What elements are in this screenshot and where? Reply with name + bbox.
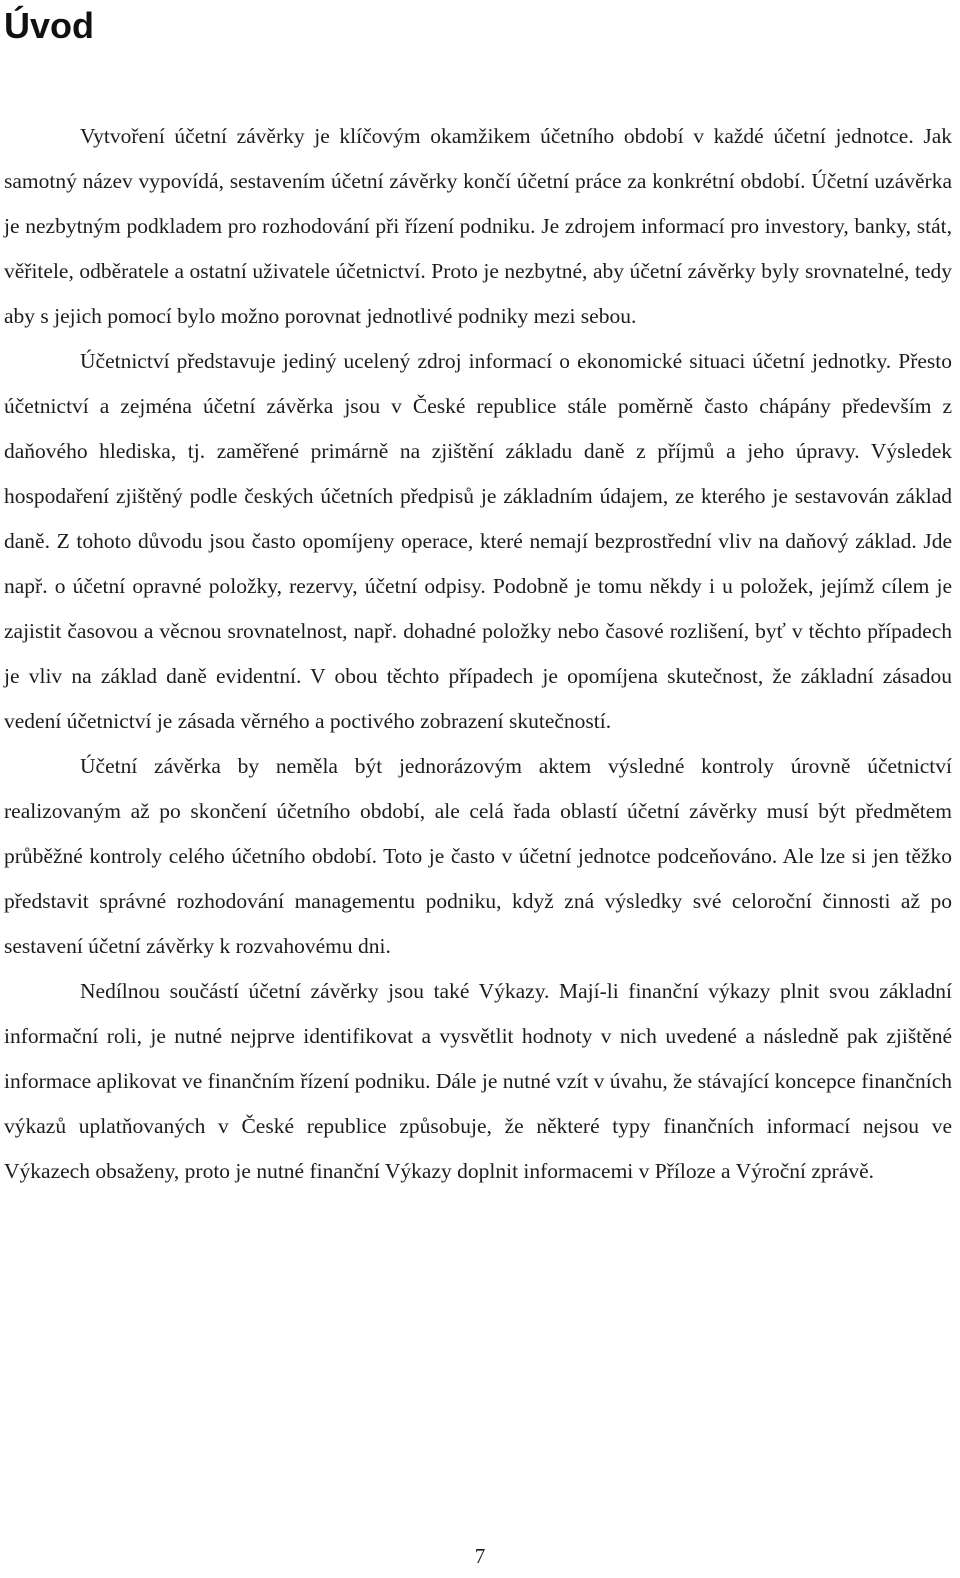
body-text bbox=[4, 114, 952, 1194]
page-number: 7 bbox=[474, 1544, 486, 1568]
paragraph-2: Účetnictví představuje jediný ucelený zdroj informací o ekonomické situaci účetní jednotky. Přesto účetnictví a zejména účetní závěrka jsou v České republice stále poměrně často chápány především z daňového hlediska, tj. zaměřené primárně na zjištění základu daně z příjmů a jeho úpravy. Výsledek hospodaření zjištěný podle českých účetních předpisů je základním údajem, ze kterého je sestavován základ daně. Z tohoto důvodu jsou často opomíjeny operace, které nemají bezprostřední vliv na daňový základ. Jde např. o účetní opravné položky, rezervy, účetní odpisy. Podobně je tomu někdy i u položek, jejímž cílem je zajistit časovou a věcnou srovnatelnost, např. dohadné položky nebo časové rozlišení, byť v těchto případech je vliv na základ daně evidentní. V obou těchto případech je opomíjena skutečnost, že základní zásadou vedení účetnictví je zásada věrného a poctivého zobrazení skutečností. bbox=[4, 349, 952, 733]
paragraph-3: Účetní závěrka by neměla být jednorázovým aktem výsledné kontroly úrovně účetnictví realizovaným až po skončení účetního období, ale celá řada oblastí účetní závěrky musí být předmětem průběžné kontroly celého účetního období. Toto je často v účetní jednotce podceňováno. Ale lze si jen těžko představit správné rozhodování managementu podniku, když zná výsledky své celoroční činnosti až po sestavení účetní závěrky k rozvahovému dni. bbox=[4, 754, 952, 958]
page-heading: Úvod bbox=[4, 5, 94, 46]
paragraph-4: Nedílnou součástí účetní závěrky jsou také Výkazy. Mají-li finanční výkazy plnit svou základní informační roli, je nutné nejprve identifikovat a vysvětlit hodnoty v nich uvedené a následně pak zjištěné informace aplikovat ve finančním řízení podniku. Dále je nutné vzít v úvahu, že stávající koncepce finančních výkazů uplatňovaných v České republice způsobuje, že některé typy finančních informací nejsou ve Výkazech obsaženy, proto je nutné finanční Výkazy doplnit informacemi v Příloze a Výroční zprávě. bbox=[4, 979, 952, 1183]
paragraph-1: Vytvoření účetní závěrky je klíčovým okamžikem účetního období v každé účetní jednotce. Jak samotný název vypovídá, sestavením účetní závěrky končí účetní práce za konkrétní období. Účetní uzávěrka je nezbytným podkladem pro rozhodování při řízení podniku. Je zdrojem informací pro investory, banky, stát, věřitele, odběratele a ostatní uživatele účetnictví. Proto je nezbytné, aby účetní závěrky byly srovnatelné, tedy aby s jejich pomocí bylo možno porovnat jednotlivé podniky mezi sebou. bbox=[4, 124, 952, 328]
